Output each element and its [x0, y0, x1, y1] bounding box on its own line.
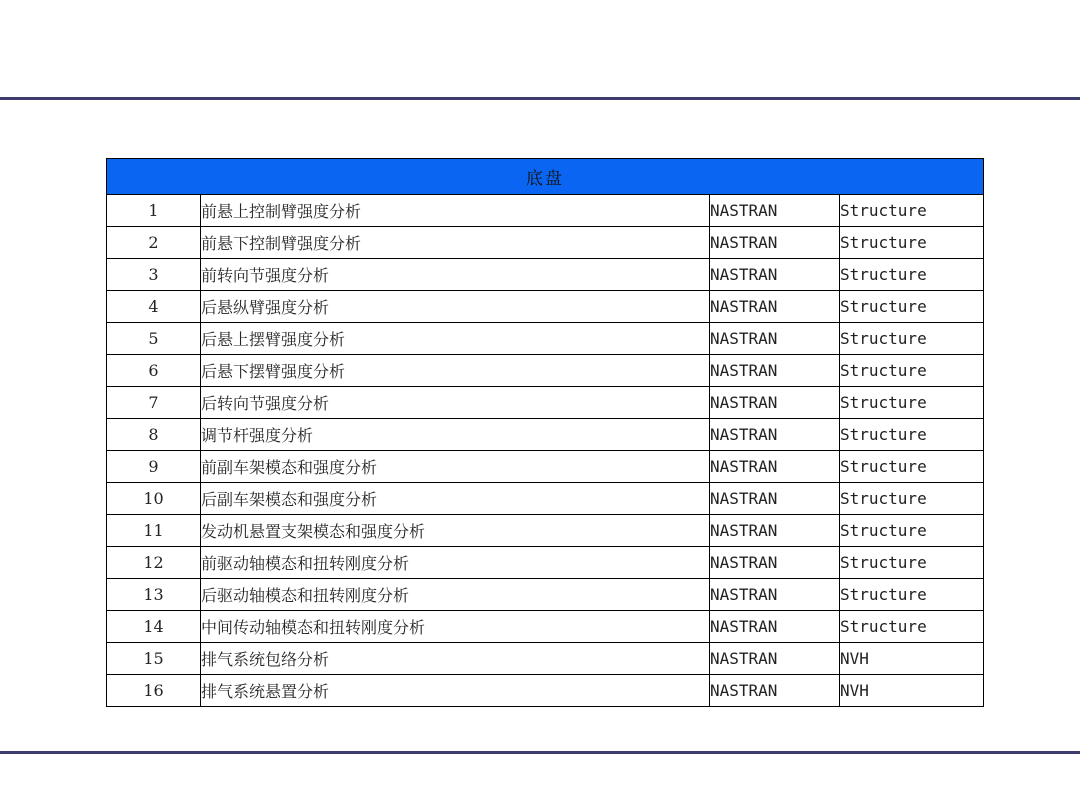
- category-cell: Structure: [840, 227, 984, 259]
- analysis-name: 后悬下摆臂强度分析: [201, 355, 710, 387]
- row-number: 16: [107, 675, 201, 707]
- row-number: 15: [107, 643, 201, 675]
- category-cell: Structure: [840, 323, 984, 355]
- table-row: [107, 643, 984, 675]
- table-row: [107, 451, 984, 483]
- software-cell: NASTRAN: [710, 195, 840, 227]
- table-row: [107, 419, 984, 451]
- row-number: 3: [107, 259, 201, 291]
- category-cell: NVH: [840, 675, 984, 707]
- software-cell: NASTRAN: [710, 419, 840, 451]
- row-number: 4: [107, 291, 201, 323]
- row-number: 13: [107, 579, 201, 611]
- table-row: [107, 323, 984, 355]
- table-row: [107, 675, 984, 707]
- row-number: 9: [107, 451, 201, 483]
- category-cell: Structure: [840, 355, 984, 387]
- table-row: [107, 515, 984, 547]
- table-row: [107, 611, 984, 643]
- analysis-name: 后副车架模态和强度分析: [201, 483, 710, 515]
- software-cell: NASTRAN: [710, 547, 840, 579]
- category-cell: Structure: [840, 579, 984, 611]
- row-number: 8: [107, 419, 201, 451]
- table-row: [107, 355, 984, 387]
- category-cell: Structure: [840, 515, 984, 547]
- software-cell: NASTRAN: [710, 227, 840, 259]
- category-cell: NVH: [840, 643, 984, 675]
- table-row: [107, 259, 984, 291]
- software-cell: NASTRAN: [710, 259, 840, 291]
- software-cell: NASTRAN: [710, 483, 840, 515]
- analysis-name: 中间传动轴模态和扭转刚度分析: [201, 611, 710, 643]
- row-number: 14: [107, 611, 201, 643]
- analysis-name: 后悬上摆臂强度分析: [201, 323, 710, 355]
- software-cell: NASTRAN: [710, 579, 840, 611]
- analysis-name: 排气系统悬置分析: [201, 675, 710, 707]
- category-cell: Structure: [840, 195, 984, 227]
- analysis-name: 发动机悬置支架模态和强度分析: [201, 515, 710, 547]
- analysis-name: 后驱动轴模态和扭转刚度分析: [201, 579, 710, 611]
- row-number: 1: [107, 195, 201, 227]
- category-cell: Structure: [840, 547, 984, 579]
- chassis-analysis-table: [106, 158, 984, 707]
- row-number: 2: [107, 227, 201, 259]
- row-number: 6: [107, 355, 201, 387]
- software-cell: NASTRAN: [710, 675, 840, 707]
- software-cell: NASTRAN: [710, 611, 840, 643]
- row-number: 5: [107, 323, 201, 355]
- table-row: [107, 387, 984, 419]
- software-cell: NASTRAN: [710, 643, 840, 675]
- analysis-name: 后悬纵臂强度分析: [201, 291, 710, 323]
- software-cell: NASTRAN: [710, 515, 840, 547]
- software-cell: NASTRAN: [710, 355, 840, 387]
- table-row: [107, 195, 984, 227]
- analysis-name: 前转向节强度分析: [201, 259, 710, 291]
- row-number: 10: [107, 483, 201, 515]
- category-cell: Structure: [840, 291, 984, 323]
- top-divider: [0, 97, 1080, 100]
- row-number: 12: [107, 547, 201, 579]
- table-body: [107, 195, 984, 707]
- table-row: [107, 579, 984, 611]
- analysis-name: 前悬上控制臂强度分析: [201, 195, 710, 227]
- row-number: 7: [107, 387, 201, 419]
- table-row: [107, 483, 984, 515]
- category-cell: Structure: [840, 611, 984, 643]
- software-cell: NASTRAN: [710, 451, 840, 483]
- bottom-divider: [0, 751, 1080, 754]
- analysis-name: 前副车架模态和强度分析: [201, 451, 710, 483]
- table-row: [107, 227, 984, 259]
- analysis-name: 前悬下控制臂强度分析: [201, 227, 710, 259]
- software-cell: NASTRAN: [710, 387, 840, 419]
- category-cell: Structure: [840, 259, 984, 291]
- analysis-name: 后转向节强度分析: [201, 387, 710, 419]
- table-row: [107, 291, 984, 323]
- analysis-name: 前驱动轴模态和扭转刚度分析: [201, 547, 710, 579]
- table-header: 底盘: [107, 159, 984, 195]
- category-cell: Structure: [840, 387, 984, 419]
- category-cell: Structure: [840, 419, 984, 451]
- table-row: [107, 547, 984, 579]
- category-cell: Structure: [840, 451, 984, 483]
- table-header-row: [107, 159, 984, 195]
- software-cell: NASTRAN: [710, 323, 840, 355]
- analysis-name: 调节杆强度分析: [201, 419, 710, 451]
- software-cell: NASTRAN: [710, 291, 840, 323]
- category-cell: Structure: [840, 483, 984, 515]
- row-number: 11: [107, 515, 201, 547]
- analysis-name: 排气系统包络分析: [201, 643, 710, 675]
